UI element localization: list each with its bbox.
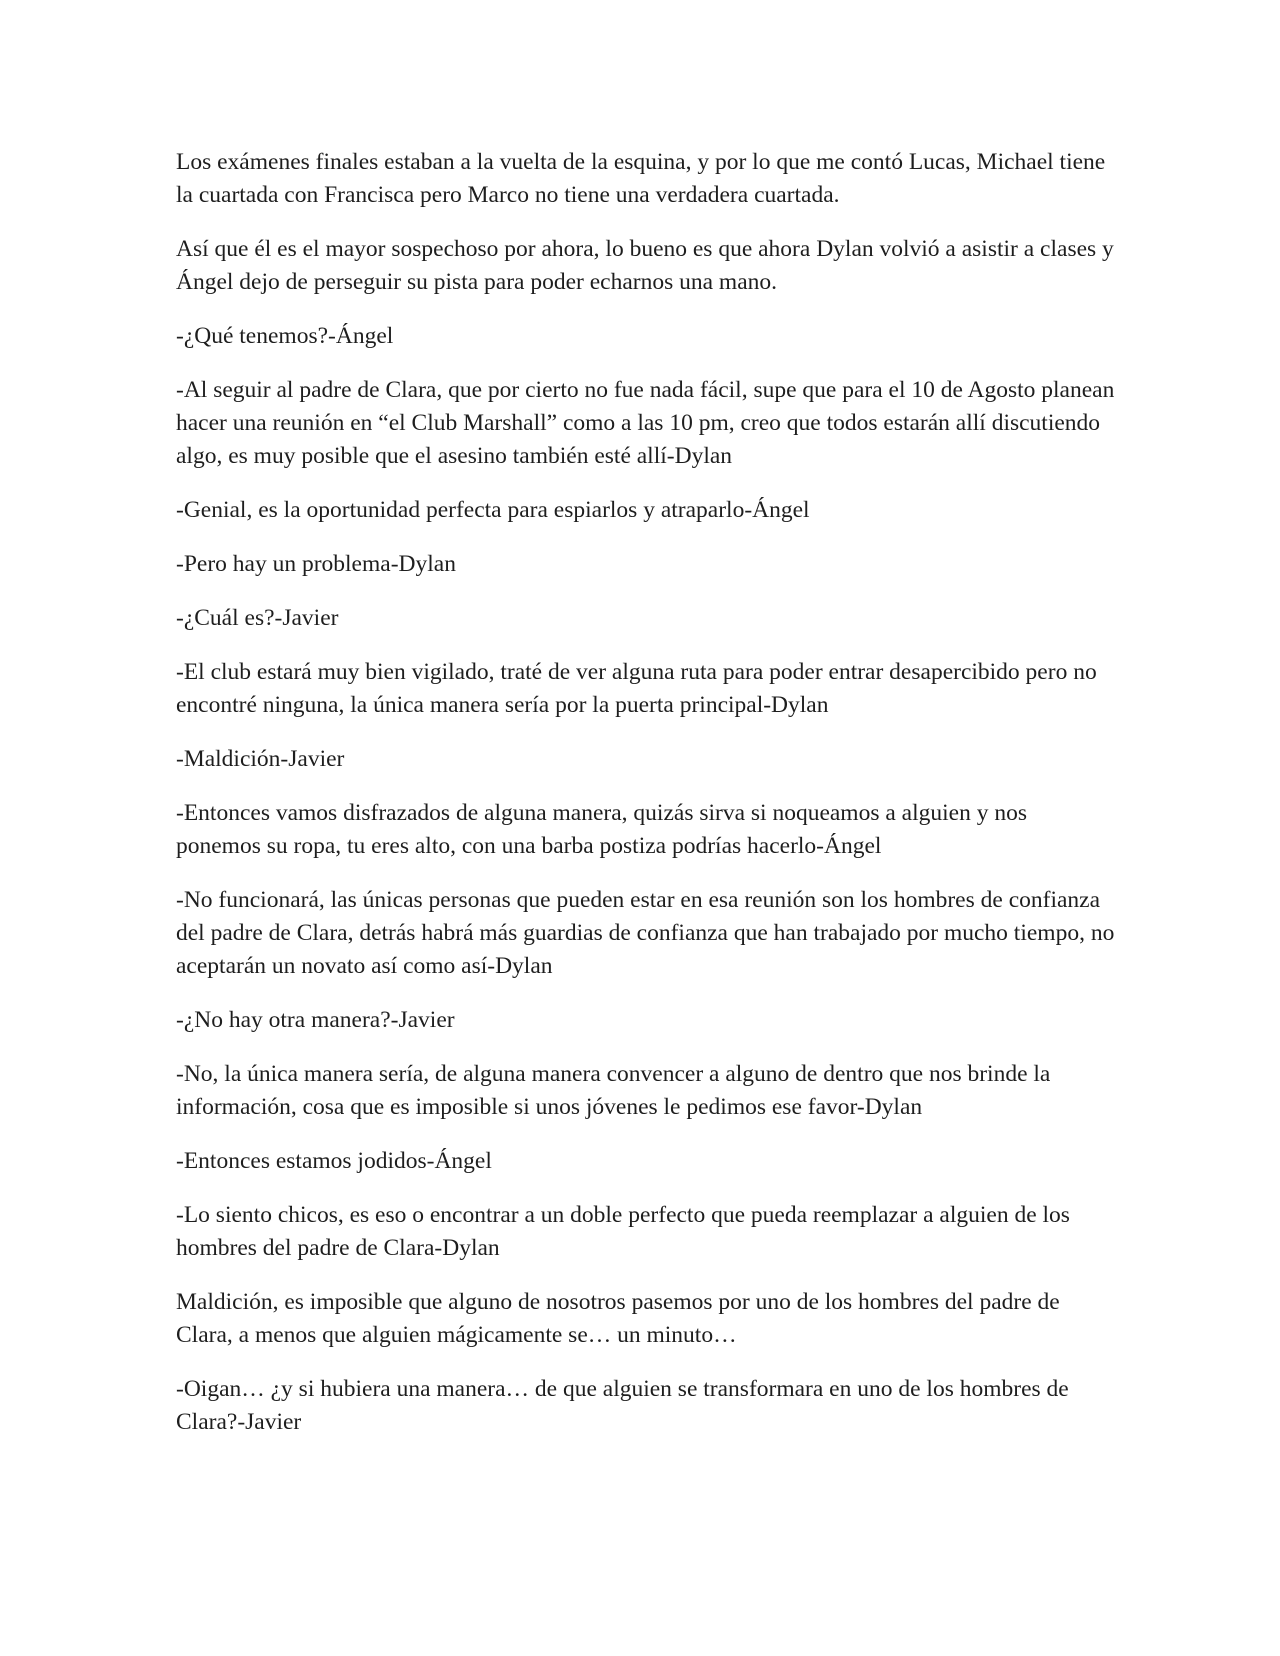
document-body — [176, 146, 1116, 1460]
paragraph-11: -No funcionará, las únicas personas que pueden estar en esa reunión son los hombres de confianza del padre de Clara, detrás habrá más guardias de confianza que han trabajado por mucho tiempo, no aceptarán un novato así como así-Dylan — [176, 887, 1115, 979]
paragraph-3: -¿Qué tenemos?-Ángel — [176, 323, 394, 349]
paragraph-10: -Entonces vamos disfrazados de alguna manera, quizás sirva si noqueamos a alguien y nos ponemos su ropa, tu eres alto, con una barba postiza podrías hacerlo-Ángel — [176, 800, 1027, 859]
paragraph-2: Así que él es el mayor sospechoso por ahora, lo bueno es que ahora Dylan volvió a asistir a clases y Ángel dejo de perseguir su pista para poder echarnos una mano. — [176, 236, 1114, 295]
paragraph-4: -Al seguir al padre de Clara, que por cierto no fue nada fácil, supe que para el 10 de Agosto planean hacer una reunión en “el Club Marshall” como a las 10 pm, creo que todos estarán allí discutiendo algo, es muy posible que el asesino también esté allí-Dylan — [176, 377, 1115, 469]
paragraph-17: -Oigan… ¿y si hubiera una manera… de que alguien se transformara en uno de los hombres de Clara?-Javier — [176, 1376, 1069, 1435]
paragraph-7: -¿Cuál es?-Javier — [176, 605, 339, 631]
paragraph-16: Maldición, es imposible que alguno de nosotros pasemos por uno de los hombres del padre de Clara, a menos que alguien mágicamente se… un minuto… — [176, 1289, 1060, 1348]
paragraph-6: -Pero hay un problema-Dylan — [176, 551, 456, 577]
paragraph-14: -Entonces estamos jodidos-Ángel — [176, 1148, 492, 1174]
paragraph-5: -Genial, es la oportunidad perfecta para espiarlos y atraparlo-Ángel — [176, 497, 810, 523]
paragraph-1: Los exámenes finales estaban a la vuelta de la esquina, y por lo que me contó Lucas, Michael tiene la cuartada con Francisca pero Marco no tiene una verdadera cuartada. — [176, 149, 1106, 208]
paragraph-15: -Lo siento chicos, es eso o encontrar a un doble perfecto que pueda reemplazar a alguien de los hombres del padre de Clara-Dylan — [176, 1202, 1070, 1261]
paragraph-8: -El club estará muy bien vigilado, traté de ver alguna ruta para poder entrar desapercibido pero no encontré ninguna, la única manera sería por la puerta principal-Dylan — [176, 659, 1097, 718]
paragraph-9: -Maldición-Javier — [176, 746, 345, 772]
paragraph-13: -No, la única manera sería, de alguna manera convencer a alguno de dentro que nos brinde la información, cosa que es imposible si unos jóvenes le pedimos ese favor-Dylan — [176, 1061, 1051, 1120]
paragraph-12: -¿No hay otra manera?-Javier — [176, 1007, 455, 1033]
